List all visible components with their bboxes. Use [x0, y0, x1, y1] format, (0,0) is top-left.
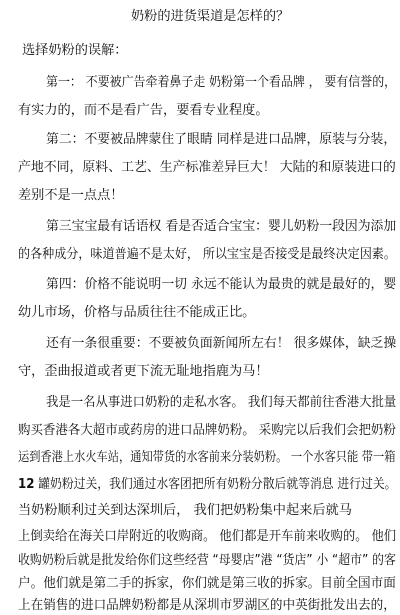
- page-title: 奶粉的进货渠道是怎样的？: [131, 9, 290, 24]
- text-line: 选择奶粉的误解：: [22, 43, 128, 58]
- text-line: [18, 476, 396, 494]
- text-line: 我是一名从事进口奶粉的走私水客。 我们每天都前往香港大批量: [46, 395, 397, 410]
- text-line: 守，歪曲报道或者更下流无耻地指鹿为马！: [18, 364, 269, 379]
- text-line: 有实力的，而不是看广告，要看专业程度。: [18, 103, 269, 118]
- text-line: 户。他们就是第二手的拆家，你们就是第三收的拆家。目前全国市面: [18, 576, 396, 591]
- text-line: 第一： 不要被广告牵着鼻子走 奶粉第一个看品牌 ， 要有信誉的，: [46, 75, 397, 90]
- text-line: 购买香港各大超市或药房的进口品牌奶粉。 采购完以后我们会把奶粉: [18, 423, 396, 438]
- text-line: 上在销售的进口品牌奶粉都是从深圳市罗湖区的中英街批发出去的，: [18, 598, 396, 613]
- bold-number: 12: [18, 477, 35, 492]
- text-line: 运到香港上水火车站，通知带货的水客前来分装奶粉。 一个水客只能 带一箱: [18, 450, 396, 465]
- text-line: 第四：价格不能说明一切 永远不能认为最贵的就是最好的，婴: [46, 277, 397, 292]
- text-line: 收购奶粉后就是批发给你们这些经营 “母婴店”港 “货店” 小 “超市” 的客: [18, 553, 396, 568]
- text-line: 第三宝宝最有话语权 看是否适合宝宝：婴儿奶粉一段因为添加: [46, 219, 397, 234]
- text-line: 还有一条很重要：不要被负面新闻所左右！ 很多媒体，缺乏操: [46, 336, 397, 351]
- text-line: 第二：不要被品牌蒙住了眼睛 同样是进口品牌，原装与分装，: [46, 132, 397, 147]
- text-line: 的各种成分，味道普遍不是太好， 所以宝宝是否接受是最终决定因素。: [18, 247, 396, 262]
- text-line: 当奶粉顺利过关到达深圳后， 我们把奶粉集中起来后就马: [18, 503, 352, 518]
- text-span: 罐奶粉过关，我们通过水客团把所有奶粉分散后就等消息 进行过关。: [38, 477, 397, 492]
- text-line: 差别不是一点点！: [18, 188, 124, 203]
- text-line: 幼儿市场，价格与品质往往不能成正比。: [18, 305, 256, 320]
- text-line: 上倒卖给在海关口岸附近的收购商。 他们都是开车前来收购的。 他们: [18, 529, 397, 544]
- text-line: 产地不同，原料、工艺、生产标准差异巨大！ 大陆的和原装进口的: [18, 160, 396, 175]
